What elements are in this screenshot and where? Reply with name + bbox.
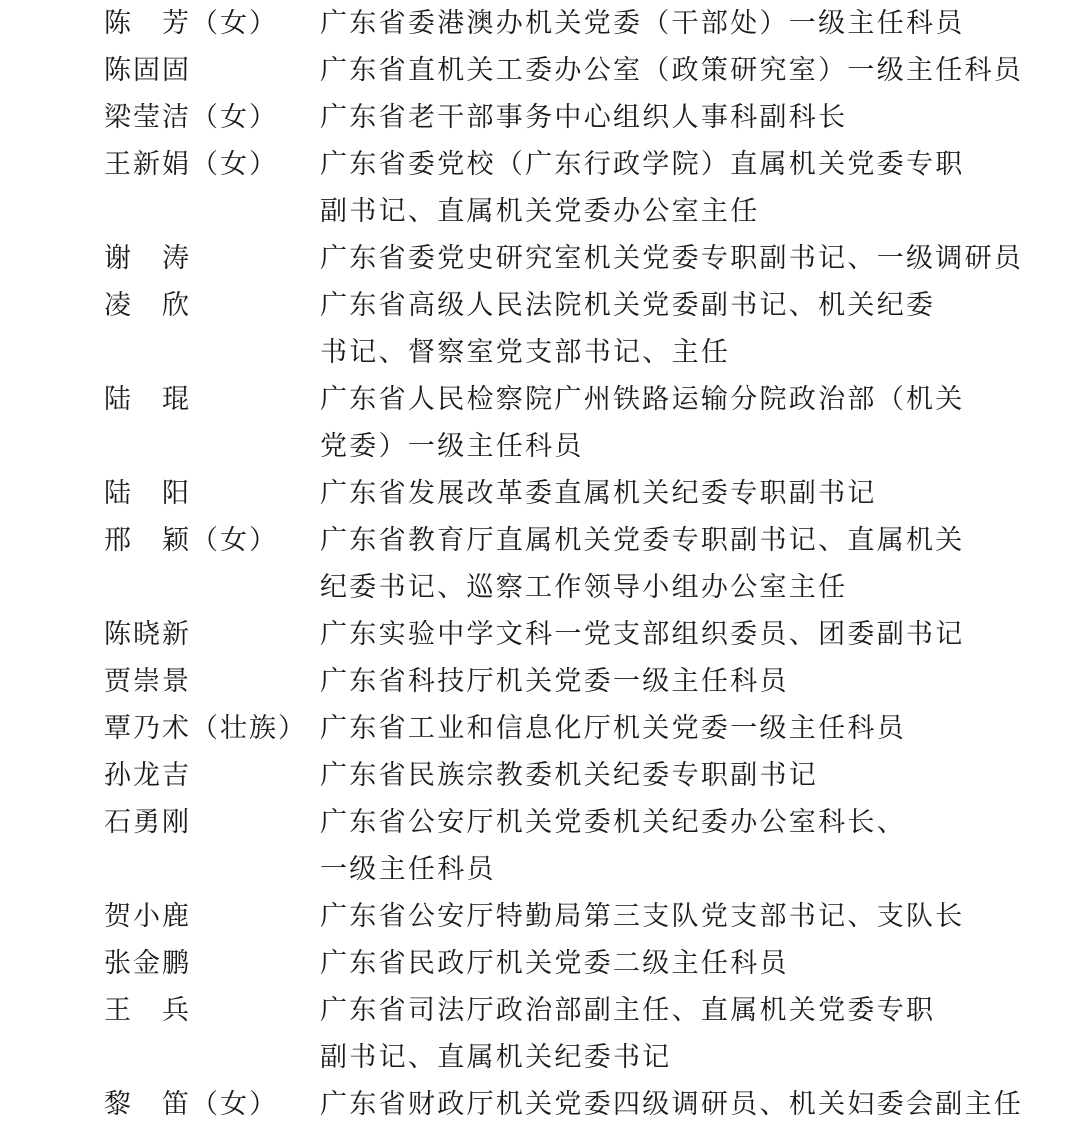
person-position (320, 611, 984, 658)
person-name: 凌 欣 (104, 290, 191, 321)
list-item (104, 470, 984, 517)
position-line: 广东省人民检察院广州铁路运输分院政治部（机关 (320, 384, 965, 415)
position-line: 广东省公安厅特勤局第三支队党支部书记、支队长 (320, 901, 965, 932)
person-name: 陆 琨 (104, 384, 191, 415)
person-name: 贾崇景 (104, 666, 191, 697)
list-item (104, 987, 984, 1081)
position-line: 副书记、直属机关党委办公室主任 (320, 196, 760, 227)
list-item (104, 893, 984, 940)
person-name: 王 兵 (104, 995, 191, 1026)
position-line: 纪委书记、巡察工作领导小组办公室主任 (320, 572, 848, 603)
position-line: 广东省科技厅机关党委一级主任科员 (320, 666, 789, 697)
list-item (104, 940, 984, 987)
list-item (104, 752, 984, 799)
person-name: 覃乃术（壮族） (104, 713, 307, 744)
list-item (104, 705, 984, 752)
person-position (320, 752, 984, 799)
person-name: 王新娟（女） (104, 149, 278, 180)
person-name: 石勇刚 (104, 807, 191, 838)
person-position (320, 376, 984, 470)
list-item (104, 799, 984, 893)
position-line: 党委）一级主任科员 (320, 431, 584, 462)
person-name: 贺小鹿 (104, 901, 191, 932)
person-position (320, 987, 984, 1081)
position-line: 广东省公安厅机关党委机关纪委办公室科长、 (320, 807, 906, 838)
person-position (320, 0, 984, 47)
person-name: 谢 涛 (104, 243, 191, 274)
position-line: 广东省财政厅机关党委四级调研员、机关妇委会副主任 (320, 1089, 1024, 1120)
list-item (104, 94, 984, 141)
position-line: 广东省老干部事务中心组织人事科副科长 (320, 102, 848, 133)
person-position (320, 940, 984, 987)
person-name: 孙龙吉 (104, 760, 191, 791)
person-name: 邢 颖（女） (104, 525, 278, 556)
list-item (104, 611, 984, 658)
list-item (104, 0, 984, 47)
person-position (320, 517, 984, 611)
name-list-document (104, 0, 1024, 1128)
person-position (320, 94, 984, 141)
position-line: 广东省直机关工委办公室（政策研究室）一级主任科员 (320, 55, 1024, 86)
position-line: 广东省高级人民法院机关党委副书记、机关纪委 (320, 290, 936, 321)
list-item (104, 1081, 1024, 1128)
position-line: 副书记、直属机关纪委书记 (320, 1042, 672, 1073)
person-position (320, 470, 984, 517)
person-name: 陈晓新 (104, 619, 191, 650)
person-name: 黎 笛（女） (104, 1089, 278, 1120)
position-line: 广东省委港澳办机关党委（干部处）一级主任科员 (320, 8, 965, 39)
position-line: 广东省发展改革委直属机关纪委专职副书记 (320, 478, 877, 509)
list-item (104, 658, 984, 705)
position-line: 广东省民政厅机关党委二级主任科员 (320, 948, 789, 979)
person-name: 陈 芳（女） (104, 8, 278, 39)
person-position (320, 141, 984, 235)
person-name: 陈固固 (104, 55, 191, 86)
person-name: 张金鹏 (104, 948, 191, 979)
person-position (320, 282, 984, 376)
person-position (320, 235, 1023, 282)
position-line: 广东省民族宗教委机关纪委专职副书记 (320, 760, 819, 791)
list-item (104, 47, 1024, 94)
person-name: 梁莹洁（女） (104, 102, 278, 133)
position-line: 广东实验中学文科一党支部组织委员、团委副书记 (320, 619, 965, 650)
person-position (320, 1081, 1023, 1128)
position-line: 书记、督察室党支部书记、主任 (320, 337, 731, 368)
list-item (104, 517, 984, 611)
position-line: 一级主任科员 (320, 854, 496, 885)
list-item (104, 376, 984, 470)
person-position (320, 658, 984, 705)
person-position (320, 799, 984, 893)
position-line: 广东省委党校（广东行政学院）直属机关党委专职 (320, 149, 965, 180)
person-name: 陆 阳 (104, 478, 191, 509)
list-item (104, 141, 984, 235)
list-item (104, 282, 984, 376)
list-item (104, 235, 1024, 282)
position-line: 广东省工业和信息化厅机关党委一级主任科员 (320, 713, 906, 744)
position-line: 广东省委党史研究室机关党委专职副书记、一级调研员 (320, 243, 1024, 274)
person-position (320, 705, 984, 752)
person-position (320, 893, 984, 940)
position-line: 广东省教育厅直属机关党委专职副书记、直属机关 (320, 525, 965, 556)
person-position (320, 47, 1023, 94)
position-line: 广东省司法厅政治部副主任、直属机关党委专职 (320, 995, 936, 1026)
